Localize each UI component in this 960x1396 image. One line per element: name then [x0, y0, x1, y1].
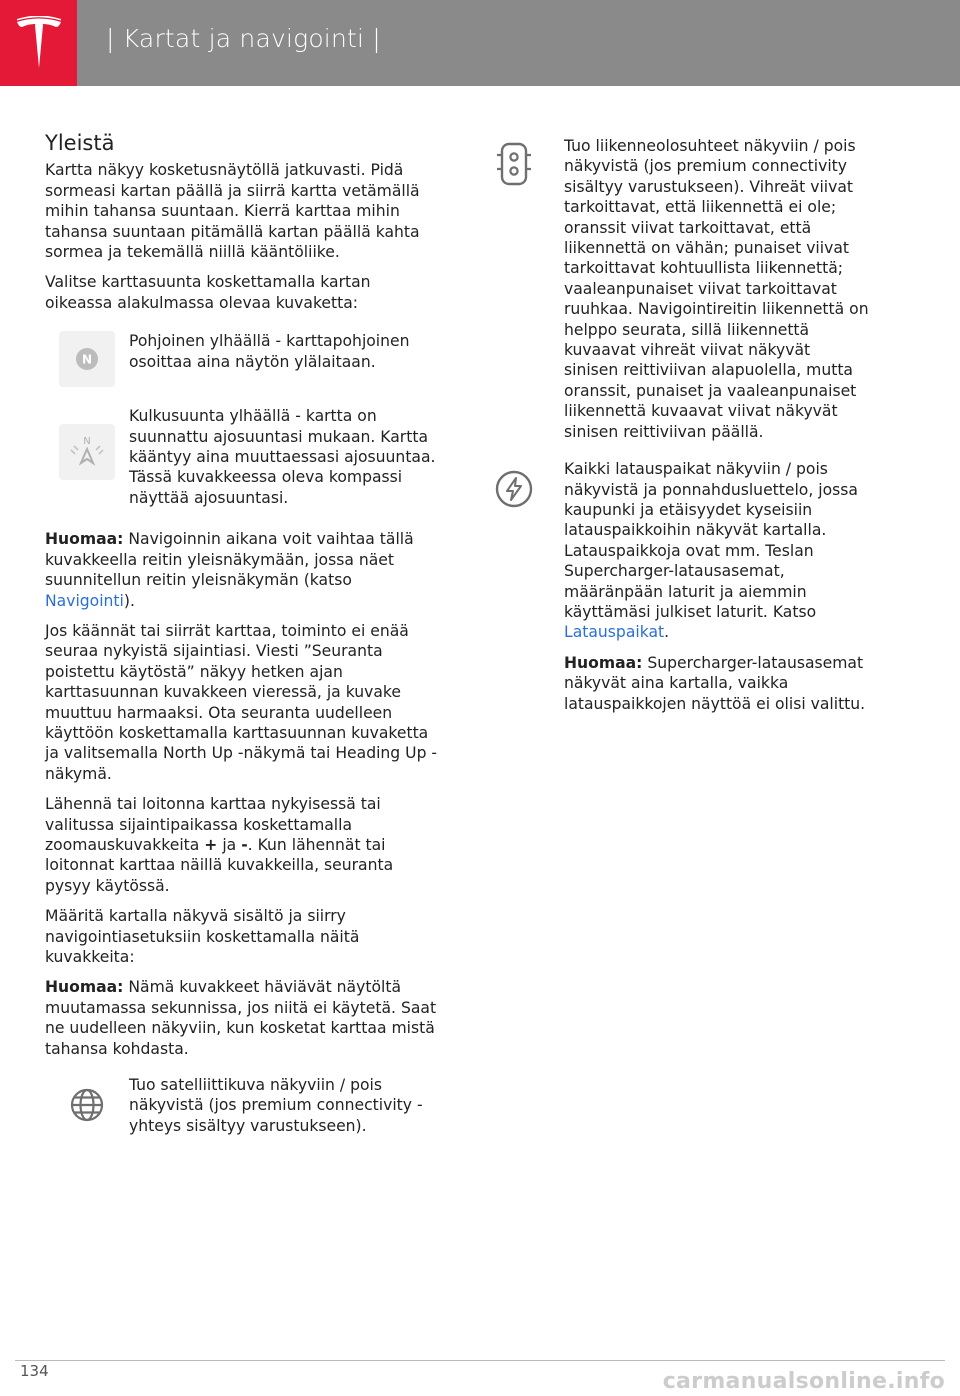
note-text-end: ). — [123, 591, 135, 610]
traffic-item — [564, 136, 869, 442]
paragraph-map-intro: Kartta näkyy kosketusnäytöllä jatkuvasti. Pidä sormeasi kartan päällä ja siirrä kartta vetämällä mihin tahansa suuntaan. Kierrä karttaa mihin tahansa suuntaan pitämällä kartan päällä kahta sormea ja tekemällä niillä kääntöliike. — [45, 161, 420, 262]
charging-locations-link[interactable]: Latauspaikat — [564, 623, 665, 642]
note-overview — [45, 529, 440, 611]
north-up-text: Pohjoinen ylhäällä - karttapohjoinen osoittaa aina näytön ylälaitaan. — [129, 332, 410, 371]
tesla-logo — [0, 0, 77, 86]
zoom-minus-symbol: - — [241, 835, 248, 854]
north-up-icon-letter: N — [81, 352, 93, 367]
zoom-plus-symbol: + — [204, 835, 218, 854]
paragraph-tracking: Jos käännät tai siirrät karttaa, toiminto ei enää seuraa nykyistä sijaintiasi. Viesti ”Seuranta poistettu käytöstä” näkyy hetken ajan karttasuunnan kuvakkeen vieressä, ja kuvake muuttuu harmaaksi. Ota seuranta uudelleen käyttöön koskettamalla karttasuunnan kuvaketta ja valitsemalla North Up -näkymä tai Heading Up -näkymä. — [45, 621, 438, 783]
charging-item — [564, 459, 869, 714]
watermark: carmanualsonline.info — [662, 1369, 945, 1394]
tesla-logo-icon — [14, 16, 64, 70]
note-label: Huomaa: — [45, 530, 124, 549]
satellite-text: Tuo satelliittikuva näkyviin / pois näkyvistä (jos premium connectivity -yhteys sisältyy varustukseen). — [129, 1076, 423, 1135]
zoom-text-b: ja — [217, 835, 242, 854]
note-text: Nämä kuvakkeet häviävät näytöltä muutamassa sekunnissa, jos niitä ei käytetä. Saat ne uudelleen näkyviin, kun kosketat karttaa mistä tahansa kohdasta. — [45, 978, 437, 1058]
left-column — [45, 133, 440, 1136]
note-supercharger — [564, 653, 869, 714]
page-header — [0, 0, 960, 86]
note-icons-hide — [45, 977, 440, 1059]
note-text: Supercharger-latausasemat näkyvät aina kartalla, vaikka latauspaikkojen näyttöä ei olisi valittu. — [564, 653, 866, 713]
footer-divider — [15, 1360, 945, 1361]
satellite-row — [45, 1075, 440, 1136]
heading-up-compass-icon — [59, 424, 115, 480]
globe-icon — [69, 1087, 105, 1123]
north-up-icon — [59, 331, 115, 387]
traffic-text: Tuo liikenneolosuhteet näkyviin / pois näkyvistä (jos premium connectivity sisältyy varustukseen). Vihreät viivat tarkoittavat, että liikennettä ei ole; oranssit viivat tarkoittavat, että liikennettä on vähän; punaiset viivat tarkoittavat kohtuullista liikennettä; vaaleanpunaiset viivat tarkoittavat ruuhkaa. Navigointireitin liikennettä on helppo seurata, sillä liikennettä kuvaavat vihreät viivat näkyvät sinisen reittiviivan alapuolella, mutta oranssit, punaiset ja vaaleanpunaiset liikennettä kuvaavat viivat näkyvät sinisen reittiviivan päällä. — [564, 137, 869, 441]
charging-text — [564, 459, 869, 643]
charging-text-end: . — [664, 623, 670, 642]
heading-up-text: Kulkusuunta ylhäällä - kartta on suunnattu ajosuuntasi mukaan. Kartta kääntyy aina muuttaessasi ajosuuntaa. Tässä kuvakkeessa oleva kompassi näyttää ajosuuntasi. — [129, 407, 436, 507]
compass-letter: N — [83, 436, 91, 448]
page-number: 134 — [20, 1362, 49, 1380]
right-column — [564, 136, 869, 724]
paragraph-settings: Määritä kartalla näkyvä sisältö ja siirry navigointiasetuksiin koskettamalla näitä kuvakkeita: — [45, 907, 360, 966]
section-title: | Kartat ja navigointi | — [106, 24, 381, 53]
heading-general: Yleistä — [45, 131, 115, 155]
zoom-text-a: Lähennä tai loitonna karttaa nykyisessä tai valitussa sijaintipaikassa koskettamalla zoomauskuvakkeita — [45, 795, 381, 854]
charging-text-body: Kaikki latauspaikat näkyviin / pois näkyvistä ja ponnahdusluettelo, jossa kaupunki ja etäisyydet kyseisiin latauspaikkoihin näkyvät kartalla. Latauspaikkoja ovat mm. Teslan Supercharger-latausasemat, määränpään laturit ja aiemmin käyttämäsi julkiset laturit. Katso — [564, 460, 858, 621]
zoom-text-c: . Kun lähennät tai loitonnat karttaa näillä kuvakkeilla, seuranta pysyy käytössä. — [45, 835, 394, 895]
traffic-light-icon — [492, 142, 536, 186]
paragraph-orientation: Valitse karttasuunta koskettamalla kartan oikeassa alakulmassa olevaa kuvaketta: — [45, 273, 371, 312]
heading-up-row — [45, 406, 440, 508]
note-label: Huomaa: — [564, 653, 643, 672]
note-text: Navigoinnin aikana voit vaihtaa tällä kuvakkeella reitin yleisnäkymään, jossa näet suunnitellun reitin yleisnäkymän (katso — [45, 530, 414, 590]
paragraph-zoom — [45, 794, 440, 896]
navigation-link[interactable]: Navigointi — [45, 591, 124, 610]
note-label: Huomaa: — [45, 978, 124, 997]
lightning-bolt-icon — [492, 467, 536, 511]
north-up-row — [45, 331, 440, 387]
